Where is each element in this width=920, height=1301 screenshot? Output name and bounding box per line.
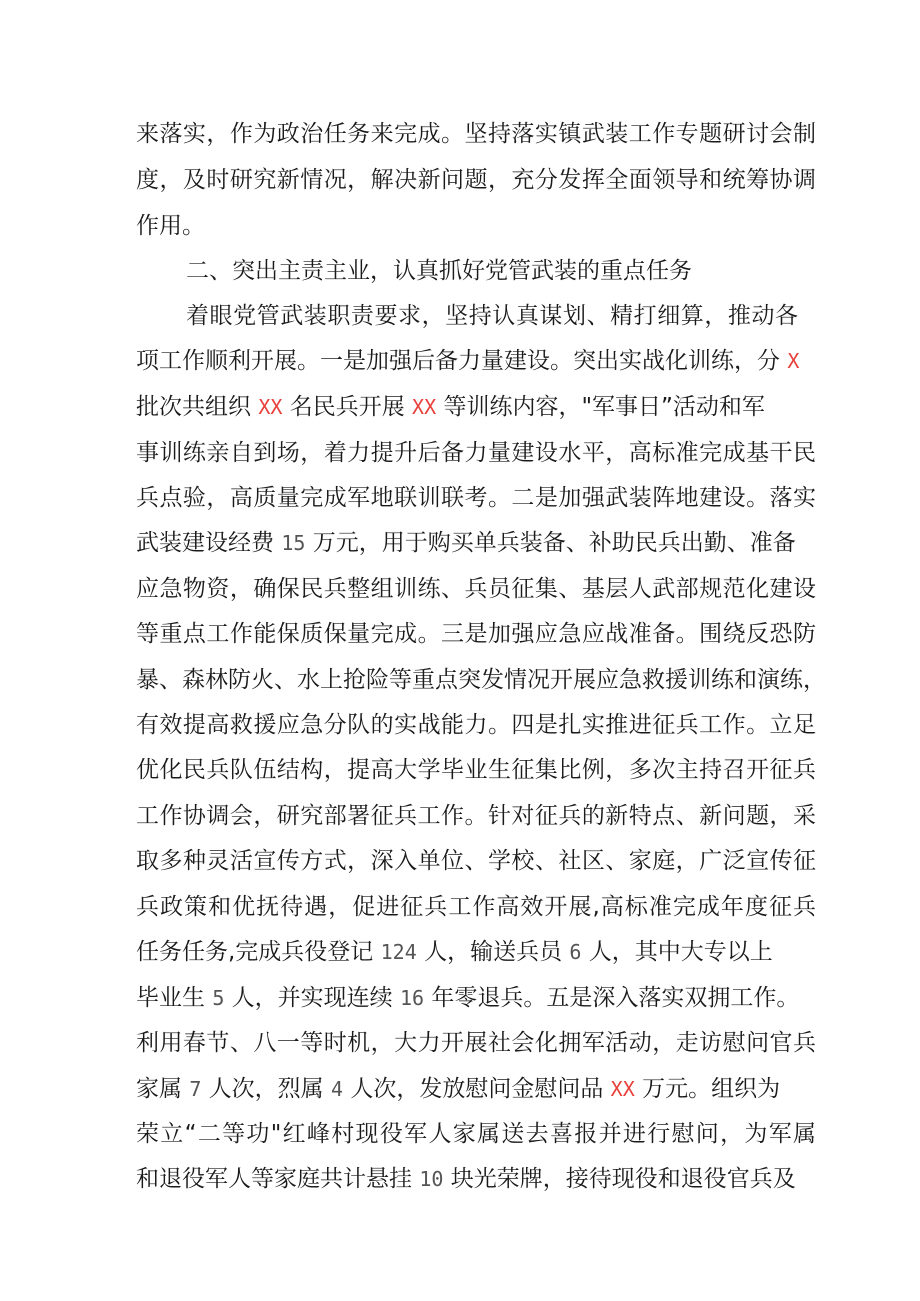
paragraph-line <box>136 939 816 965</box>
numeric-value: 4 <box>330 1077 344 1101</box>
paragraph-line <box>136 530 816 556</box>
text-segment: 武装建设经费 <box>136 530 274 556</box>
numeric-value: 10 <box>419 1167 444 1191</box>
text-segment: 项工作顺利开展。一是加强后备力量建设。突出实战化训练，分 <box>136 348 780 374</box>
text-segment: 名民兵开展 <box>289 394 405 420</box>
numeric-value: 6 <box>569 940 582 964</box>
placeholder-value: XX <box>412 395 437 419</box>
text-segment: 毕业生 <box>136 985 205 1011</box>
paragraph-line: 事训练亲自到场，着力提升后备力量建设水平，高标准完成基干民 <box>136 440 816 466</box>
paragraph-line: 等重点工作能保质保量完成。三是加强应急应战准备。围绕反恐防 <box>136 621 816 647</box>
text-segment: 等训练内容，"军事日”活动和军 <box>443 394 765 420</box>
paragraph-line: 取多种灵活宣传方式，深入单位、学校、社区、家庭，广泛宣传征 <box>136 848 816 874</box>
placeholder-value: XX <box>610 1077 635 1101</box>
text-segment: 块光荣牌，接待现役和退役官兵及 <box>450 1166 796 1192</box>
paragraph-line <box>136 985 816 1011</box>
paragraph-line <box>136 394 816 420</box>
paragraph-line <box>136 1076 816 1102</box>
paragraph-line: 优化民兵队伍结构，提高大学毕业生征集比例，多次主持召开征兵 <box>136 757 816 783</box>
numeric-value: 15 <box>281 531 306 555</box>
paragraph-line: 兵点验，高质量完成军地联训联考。二是加强武装阵地建设。落实 <box>136 485 816 511</box>
numeric-value: 7 <box>189 1077 202 1101</box>
paragraph-line: 作用。 <box>136 213 205 239</box>
paragraph-line: 荣立“二等功"红峰村现役军人家属送去喜报并进行慰问，为军属 <box>136 1121 816 1147</box>
numeric-value: 5 <box>212 986 225 1010</box>
text-segment: 年零退兵。五是深入落实双拥工作。 <box>431 985 800 1011</box>
paragraph-line <box>136 1166 816 1192</box>
paragraph-line: 度，及时研究新情况，解决新问题，充分发挥全面领导和统筹协调 <box>136 167 816 193</box>
placeholder-value: XX <box>258 395 283 419</box>
paragraph-line: 工作协调会，研究部署征兵工作。针对征兵的新特点、新问题，采 <box>136 803 816 829</box>
paragraph-line: 着眼党管武装职责要求，坚持认真谋划、精打细算，推动各 <box>186 303 798 329</box>
paragraph-line: 兵政策和优抚待遇，促进征兵工作高效开展,高标准完成年度征兵 <box>136 894 816 920</box>
text-segment: 人，输送兵员 <box>424 939 563 965</box>
paragraph-line: 应急物资，确保民兵整组训练、兵员征集、基层人武部规范化建设 <box>136 576 816 602</box>
numeric-value: 16 <box>399 986 425 1010</box>
text-segment: 万元，用于购买单兵装备、补助民兵出勤、准备 <box>312 530 796 556</box>
text-segment: 人，并实现连续 <box>231 985 393 1011</box>
text-segment: 人，其中大专以上 <box>588 939 773 965</box>
paragraph-line: 暴、森林防火、水上抢险等重点突发情况开展应急救援训练和演练， <box>136 667 826 693</box>
text-segment: 和退役军人等家庭共计悬挂 <box>136 1166 412 1192</box>
numeric-value: 124 <box>380 940 417 964</box>
placeholder-value: X <box>787 349 800 373</box>
text-segment: 家属 <box>136 1076 182 1102</box>
text-segment: 万元。组织为 <box>642 1076 781 1102</box>
section-heading: 二、突出主责主业，认真抓好党管武装的重点任务 <box>186 258 692 284</box>
paragraph-line <box>136 348 816 374</box>
paragraph-line: 利用春节、八一等时机，大力开展社会化拥军活动，走访慰问官兵 <box>136 1030 816 1056</box>
text-segment: 人次，发放慰问金慰问品 <box>350 1076 604 1102</box>
paragraph-line: 来落实，作为政治任务来完成。坚持落实镇武装工作专题研讨会制 <box>136 121 816 147</box>
text-segment: 批次共组织 <box>136 394 251 420</box>
paragraph-line: 有效提高救援应急分队的实战能力。四是扎实推进征兵工作。立足 <box>136 712 816 738</box>
text-segment: 任务任务,完成兵役登记 <box>136 939 374 965</box>
text-segment: 人次，烈属 <box>208 1076 324 1102</box>
